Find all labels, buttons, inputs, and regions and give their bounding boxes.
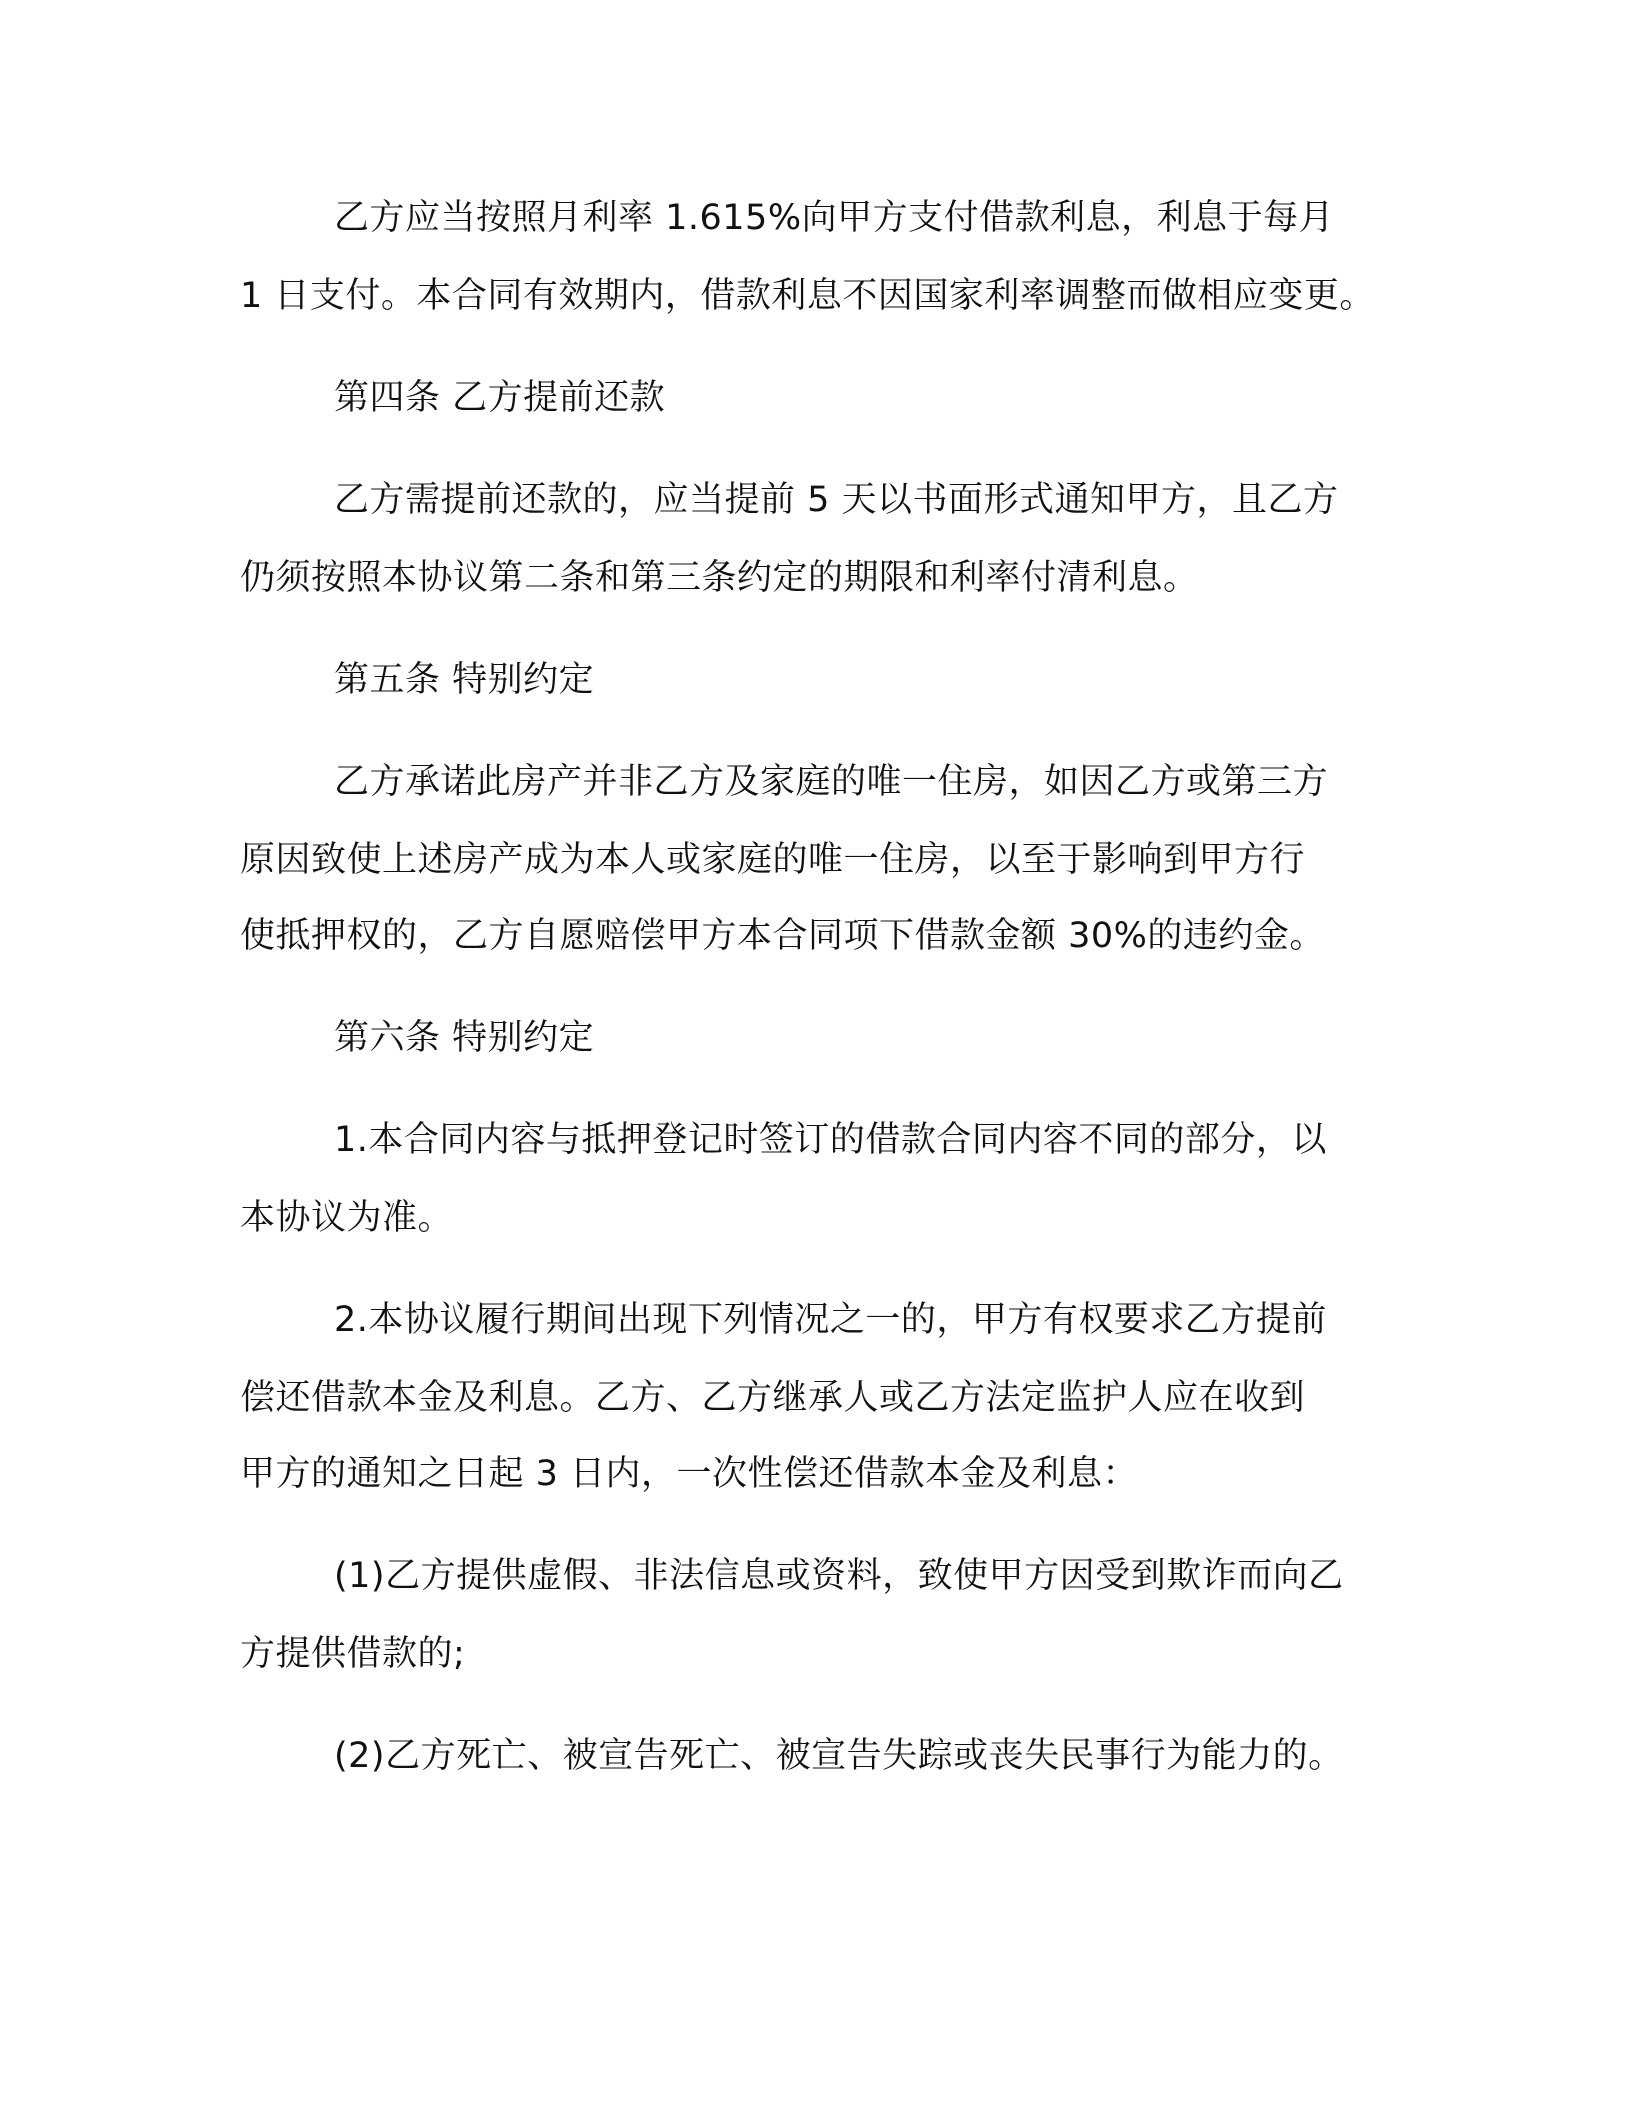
section-heading: 第六条 特别约定 bbox=[334, 1018, 595, 1058]
paragraph-line: 乙方需提前还款的，应当提前 5 天以书面形式通知甲方，且乙方 bbox=[334, 480, 1339, 520]
paragraph-line: 1.本合同内容与抵押登记时签订的借款合同内容不同的部分，以 bbox=[334, 1120, 1327, 1160]
paragraph-line: 使抵押权的，乙方自愿赔偿甲方本合同项下借款金额 30%的违约金。 bbox=[240, 916, 1325, 956]
section-heading: 第四条 乙方提前还款 bbox=[334, 378, 666, 418]
paragraph-line: 乙方应当按照月利率 1.615%向甲方支付借款利息，利息于每月 bbox=[334, 198, 1335, 238]
paragraph-line: 乙方承诺此房产并非乙方及家庭的唯一住房，如因乙方或第三方 bbox=[334, 762, 1329, 802]
paragraph-line: 原因致使上述房产成为本人或家庭的唯一住房，以至于影响到甲方行 bbox=[240, 840, 1306, 880]
list-item-line: 方提供借款的; bbox=[240, 1634, 466, 1674]
list-item-line: (2)乙方死亡、被宣告死亡、被宣告失踪或丧失民事行为能力的。 bbox=[334, 1736, 1344, 1776]
section-heading: 第五条 特别约定 bbox=[334, 660, 595, 700]
paragraph-line: 偿还借款本金及利息。乙方、乙方继承人或乙方法定监护人应在收到 bbox=[240, 1378, 1306, 1418]
paragraph-line: 2.本协议履行期间出现下列情况之一的，甲方有权要求乙方提前 bbox=[334, 1300, 1327, 1340]
list-item-line: (1)乙方提供虚假、非法信息或资料，致使甲方因受到欺诈而向乙 bbox=[334, 1556, 1344, 1596]
paragraph-line: 1 日支付。本合同有效期内，借款利息不因国家利率调整而做相应变更。 bbox=[240, 276, 1375, 316]
paragraph-line: 本协议为准。 bbox=[240, 1198, 454, 1238]
paragraph-line: 甲方的通知之日起 3 日内，一次性偿还借款本金及利息： bbox=[240, 1454, 1139, 1494]
paragraph-line: 仍须按照本协议第二条和第三条约定的期限和利率付清利息。 bbox=[240, 558, 1199, 598]
